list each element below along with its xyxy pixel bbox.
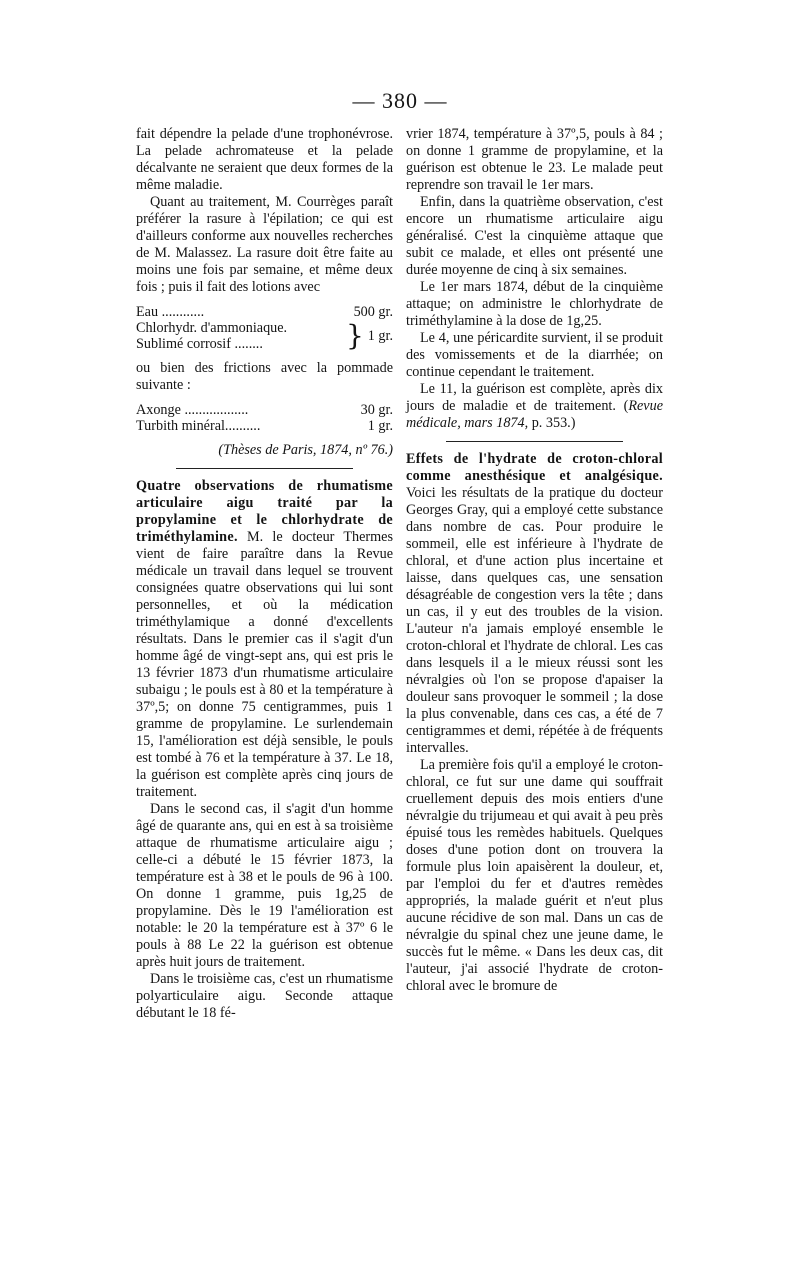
pommade-formula: [136, 402, 393, 434]
right-paragraph-1: vrier 1874, température à 37º,5, pouls à 84 ; on donne 1 gramme de propylamine, et la guérison est obtenue le 23. Le malade peut reprendre son travail le 1er mars.: [406, 126, 663, 193]
left-paragraph-5: Dans le troisième cas, c'est un rhumatisme polyarticulaire aigu. Seconde attaque débutant le 18 fé-: [136, 971, 393, 1021]
section-divider: [176, 468, 353, 469]
formula-row: [136, 418, 393, 434]
article-croton-chloral: [406, 451, 663, 757]
right-paragraph-6: La première fois qu'il a employé le croton-chloral, ce fut sur une dame qui souffrait cruellement depuis des mois entiers d'une névralgie du trijumeau et qui avait à peu près épuisé tous les remèdes habituels. Quelques doses d'une potion dont on trouvera la formule plus loin apaisèrent la douleur, et, par l'emploi du fer et d'autres remèdes appropriés, la malade guérit et n'eut plus aucune récidive de son mal. Dans un cas de névralgie du spinal chez une jeune dame, le succès fut le même. « Dans les deux cas, dit l'auteur, j'ai associé l'hydrate de croton-chloral avec le bromure de: [406, 757, 663, 994]
formula-quantity: 500 gr.: [353, 304, 393, 320]
right-paragraph-2: Enfin, dans la quatrième observation, c'est encore un rhumatisme articulaire aigu généralisé. C'est la cinquième attaque que subit ce malade, et elles ont présenté une durée moyenne de cinq à six semaines.: [406, 194, 663, 278]
article-text: Voici les résultats de la pratique du docteur Georges Gray, qui a employé cette substance dans nombre de cas. Pour produire le sommeil, elle est inférieure à l'hydrate de chloral, et d'une action plus incertaine et laisse, dans quelques cas, une sensation désagréable de congestion vers la tête ; dans un cas, il y eut des troubles de la vision. L'auteur n'a jamais employé ensemble le croton-chloral et l'hydrate de chloral. Les cas dans lesquels il a le mieux réussi sont les névralgies où l'on se propose d'apaiser la douleur sans provoquer le sommeil ; la dose la plus convenable, dans ces cas, a été de 7 centigrammes et demi, répétée à de fréquents intervalles.: [406, 485, 663, 756]
formula-ingredient: Sublimé corrosif ........: [136, 336, 263, 352]
formula-brace-group: [136, 320, 393, 352]
formula-ingredient: Chlorhydr. d'ammoniaque.: [136, 320, 288, 336]
article-propylamine: [136, 478, 393, 801]
article-heading: Quatre observations de rhumatisme articulaire aigu traité par la propylamine et le chlorhydrate de triméthylamine.: [136, 478, 393, 545]
left-paragraph-1: fait dépendre la pelade d'une trophonévrose. La pelade achromateuse et la pelade décalvante ne seraient que deux formes de la même maladie.: [136, 126, 393, 193]
brace-symbol: }: [345, 319, 364, 352]
lotion-formula: [136, 304, 393, 352]
formula-quantity: 1 gr.: [367, 418, 393, 434]
formula-row: [136, 304, 393, 320]
article-text: M. le docteur Thermes vient de faire paraître dans la Revue médicale un travail dans lequel se trouvent consignées quatre observations qui lui sont personnelles, et où la médication triméthylamique a donné d'excellents résultats. Dans le premier cas il s'agit d'un homme âgé de vingt-sept ans, qui est pris le 13 février 1873 d'un rhumatisme articulaire subaigu ; le pouls est à 80 et la température à 37º,5; on donne 75 centigrammes, puis 1 gramme de propylamine. Le surlendemain 15, l'amélioration est déjà sensible, le pouls est tombé à 76 et la température à 37. Le 18, la guérison est complète après cinq jours de traitement.: [136, 529, 394, 800]
formula-row: [136, 402, 393, 418]
formula-quantity: 30 gr.: [360, 402, 393, 418]
left-paragraph-2: Quant au traitement, M. Courrèges paraît préférer la rasure à l'épilation; ce qui est d'ailleurs conforme aux nouvelles recherches de M. Malassez. La rasure doit être faite au moins une fois par semaine, et même deux fois ; puis il fait des lotions avec: [136, 194, 393, 295]
left-paragraph-4: Dans le second cas, il s'agit d'un homme âgé de quarante ans, qui en est à sa troisième attaque de rhumatisme articulaire aigu ; celle-ci a débuté le 15 février 1873, la température est à 38 et le pouls de 96 à 100. On donne 1 gramme, puis 1g,25 de propylamine. Dès le 19 l'amélioration est notable: le 20 la température est à 37º 6 le pouls à 88 Le 22 la guérison est obtenue après huit jours de traitement.: [136, 801, 393, 970]
page-number: — 380 —: [352, 88, 448, 113]
formula-ingredient: Eau ............: [136, 304, 205, 320]
source-citation: (Thèses de Paris, 1874, nº 76.): [218, 442, 393, 458]
left-paragraph-3: ou bien des frictions avec la pommade suivante :: [136, 360, 393, 393]
right-paragraph-4: Le 4, une péricardite survient, il se produit des vomissements et de la diarrhée; on continue cependant le traitement.: [406, 330, 663, 380]
formula-ingredient: Turbith minéral..........: [136, 418, 261, 434]
article-heading: Effets de l'hydrate de croton-chloral comme anesthésique et analgésique.: [406, 451, 663, 484]
formula-ingredient: Axonge ..................: [136, 402, 249, 418]
source-citation: Revue médicale, mars 1874,: [406, 398, 663, 431]
left-column: [136, 126, 393, 1022]
formula-quantity: 1 gr.: [367, 327, 393, 344]
right-paragraph-5: Le 11, la guérison est complète, après dix jours de maladie et de traitement. (Revue médicale, mars 1874, p. 353.): [406, 381, 663, 431]
section-divider: [446, 441, 623, 442]
right-paragraph-3: Le 1er mars 1874, début de la cinquième attaque; on administre le chlorhydrate de triméthylamine à la dose de 1g,25.: [406, 279, 663, 329]
right-column: [406, 126, 663, 995]
